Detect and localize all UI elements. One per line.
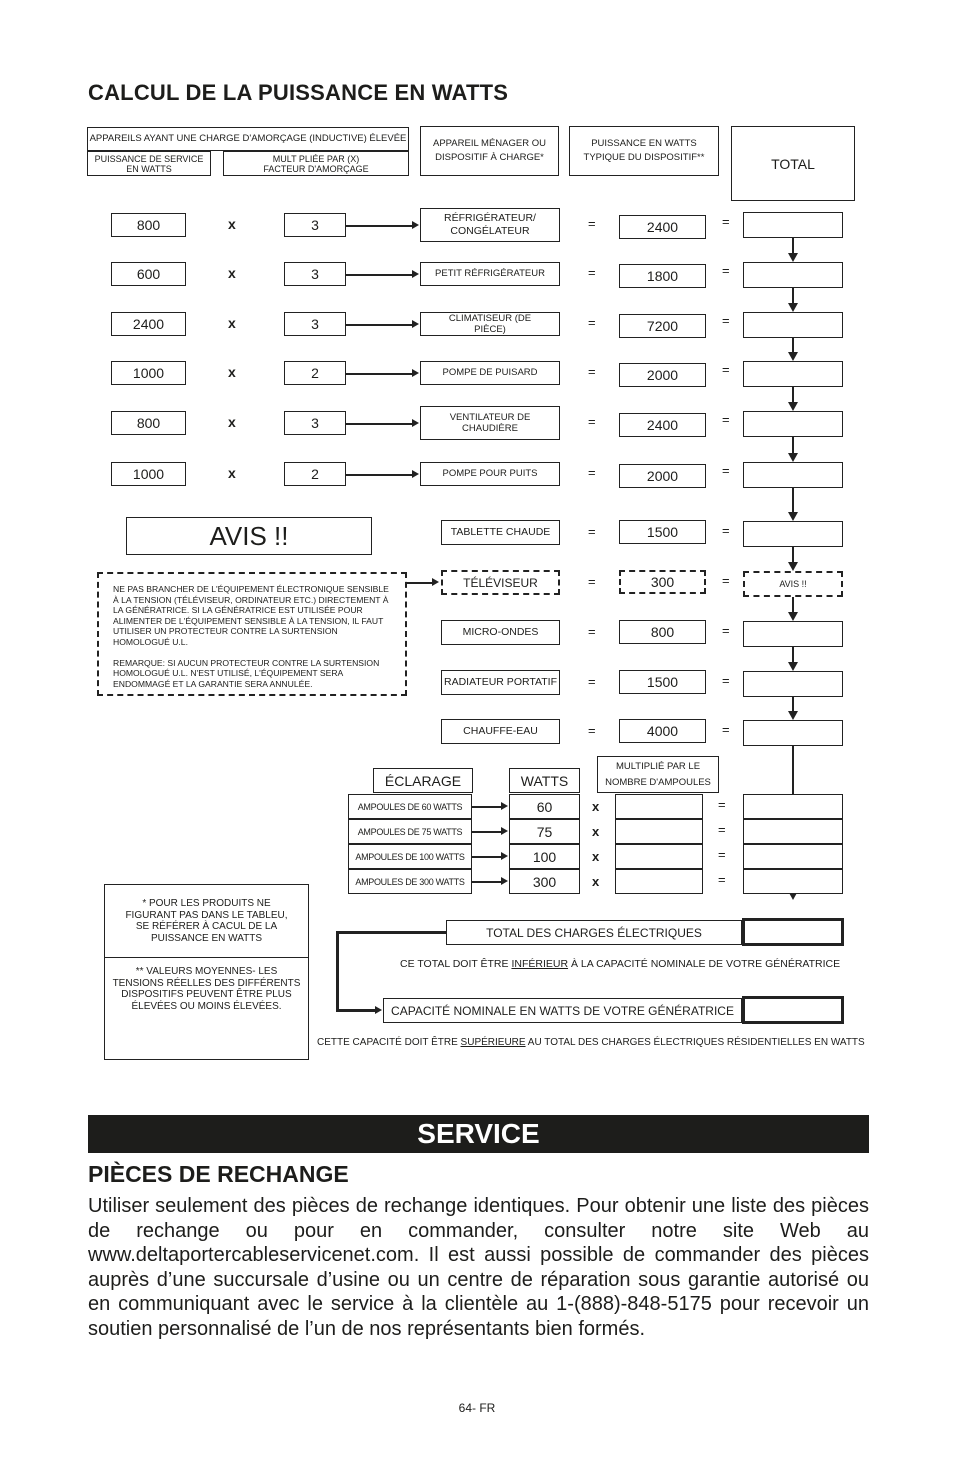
total-value-box[interactable] xyxy=(743,521,843,547)
lighting-total-box[interactable] xyxy=(743,819,843,844)
multiplier-text: MULT PLIÉE PAR (X) FACTEUR D'AMORÇAGE xyxy=(263,153,369,174)
bulb-watts-text: 100 xyxy=(532,848,557,865)
equals-sign: = xyxy=(722,313,730,328)
total-value-box[interactable] xyxy=(743,671,843,697)
startup-factor-text: 3 xyxy=(311,316,319,332)
bulb-count-input[interactable] xyxy=(615,844,703,869)
service-bar: SERVICE xyxy=(88,1115,869,1153)
inductive-header xyxy=(87,127,409,151)
typical-watts-value[interactable] xyxy=(619,520,706,544)
equals-sign: = xyxy=(588,315,596,330)
total-flow-line xyxy=(792,338,794,353)
total-value-box[interactable] xyxy=(743,720,843,746)
bulb-type-label xyxy=(348,869,472,894)
total-flow-line xyxy=(792,547,794,563)
row-connector xyxy=(346,423,413,425)
startup-factor-text: 2 xyxy=(311,365,319,381)
total-value-box[interactable] xyxy=(743,262,843,288)
loop-line-bottom xyxy=(336,1009,376,1012)
service-watts-value[interactable] xyxy=(111,411,186,435)
parts-body: Utiliser seulement des pièces de rechange identiques. Pour obtenir une liste des pièces de rechange ou pour en commander, consulter notre site Web au www.deltaportercableservicenet.com. Il est aussi possible de commander des pièces auprès d’une succursale d’usine ou un centre de réparation sous garantie autorisé ou en communiquant avec le service à la clientèle au 1-(888)-848-5175 pour recevoir un soutien personnalisé de l’un de nos représentants bien formés. xyxy=(88,1195,869,1340)
note1: * POUR LES PRODUITS NE FIGURANT PAS DANS LE TABLEU, SE RÉFÉRER À CACUL DE LA PUISSANCE EN WATTS xyxy=(125,898,288,944)
equals-sign: = xyxy=(588,574,596,589)
equals-sign: = xyxy=(722,722,730,737)
equals-sign: = xyxy=(722,263,730,278)
row-connector xyxy=(346,324,413,326)
rule1-a: CE TOTAL DOIT ÊTRE xyxy=(400,958,512,970)
lighting-watts-header xyxy=(509,768,580,793)
appliance-name xyxy=(441,670,560,695)
row-arrow xyxy=(412,320,419,328)
appliance-text: CHAUFFE-EAU xyxy=(463,725,538,738)
startup-factor-value[interactable] xyxy=(284,462,346,486)
startup-factor-value[interactable] xyxy=(284,213,346,237)
bulb-count-text: MULTIPLIÉ PAR LE NOMBRE D'AMPOULES xyxy=(605,760,711,788)
equals-sign: = xyxy=(588,674,596,689)
bulb-arrow xyxy=(501,852,508,860)
warning-box xyxy=(97,572,407,696)
bulb-type-text: AMPOULES DE 100 WATTS xyxy=(355,851,465,862)
bulb-type-text: AMPOULES DE 300 WATTS xyxy=(355,876,465,887)
note2-area xyxy=(105,957,308,1012)
appliance-text: TÉLÉVISEUR xyxy=(463,575,538,590)
appliance-text: CLIMATISEUR (DE PIÈCE) xyxy=(448,312,532,335)
typical-watts-text: 2400 xyxy=(646,417,679,433)
total-flow-arrow xyxy=(788,662,798,671)
total-flow-arrow xyxy=(788,711,798,720)
rule2-a: CETTE CAPACITÉ DOIT ÊTRE xyxy=(317,1037,461,1048)
equals-sign: = xyxy=(722,523,730,538)
total-flow-arrow xyxy=(788,352,798,361)
equals-sign: = xyxy=(722,623,730,638)
startup-factor-value[interactable] xyxy=(284,411,346,435)
total-flow-line xyxy=(792,387,794,403)
multiply-sign: x xyxy=(228,465,236,481)
service-watts-text: 1000 xyxy=(132,466,165,482)
appliance-text: MICRO-ONDES xyxy=(462,626,539,639)
service-watts-value[interactable] xyxy=(111,462,186,486)
service-watts-header xyxy=(87,151,211,176)
appliance-name xyxy=(441,520,560,545)
bulb-count-header xyxy=(597,756,719,793)
typical-watts-value[interactable] xyxy=(619,570,706,594)
appliance-name xyxy=(441,570,560,595)
typical-watts-text: PUISSANCE EN WATTS TYPIQUE DU DISPOSITIF** xyxy=(583,138,705,163)
row-connector xyxy=(346,373,413,375)
service-watts-text: 800 xyxy=(136,415,161,431)
multiplier-header xyxy=(223,151,409,176)
row-connector xyxy=(346,474,413,476)
typical-watts-text: 2400 xyxy=(646,219,679,235)
row-connector xyxy=(346,274,413,276)
bulb-count-input[interactable] xyxy=(615,794,703,819)
service-watts-text: 2400 xyxy=(132,316,165,332)
lighting-total-box[interactable] xyxy=(743,794,843,819)
service-watts-text: 600 xyxy=(136,266,161,282)
typical-watts-value[interactable] xyxy=(619,413,706,437)
appliance-name xyxy=(420,406,560,440)
typical-watts-text: 4000 xyxy=(646,723,679,739)
total-flow-line xyxy=(792,288,794,304)
typical-watts-value[interactable] xyxy=(619,670,706,694)
startup-factor-text: 3 xyxy=(311,415,319,431)
bulb-watts-value[interactable] xyxy=(509,869,580,894)
loop-line-top xyxy=(336,931,446,934)
total-charges-label xyxy=(446,920,742,945)
equals-sign: = xyxy=(718,847,726,862)
typical-watts-text: 2000 xyxy=(646,367,679,383)
total-value-box[interactable] xyxy=(743,621,843,647)
total-value-box[interactable] xyxy=(743,212,843,238)
lighting-total-box[interactable] xyxy=(743,869,843,894)
appliance-header xyxy=(420,126,559,176)
appliance-header-text: APPAREIL MÉNAGER OU DISPOSITIF À CHARGE* xyxy=(433,138,546,163)
bulb-type-label xyxy=(348,794,472,819)
loop-line-vertical xyxy=(336,931,339,1011)
page-number: 64- FR xyxy=(458,1401,496,1415)
bulb-connector xyxy=(472,856,502,858)
equals-sign: = xyxy=(718,797,726,812)
bulb-watts-value[interactable] xyxy=(509,794,580,819)
equals-sign: = xyxy=(588,624,596,639)
appliance-text: RÉFRIGÉRATEUR/ CONGÉLATEUR xyxy=(444,211,536,237)
equals-sign: = xyxy=(722,214,730,229)
rule1-u: INFÉRIEUR xyxy=(511,958,569,970)
equals-sign: = xyxy=(588,216,596,231)
multiply-sign: x xyxy=(228,364,236,380)
total-flow-arrow xyxy=(788,402,798,411)
typical-watts-value[interactable] xyxy=(619,620,706,644)
rule1-b: À LA CAPACITÉ NOMINALE DE VOTRE GÉNÉRATRICE xyxy=(568,958,841,970)
bulb-type-label xyxy=(348,819,472,844)
appliance-name xyxy=(420,312,560,336)
total-flow-arrow xyxy=(788,303,798,312)
row-connector xyxy=(346,225,413,227)
startup-factor-value[interactable] xyxy=(284,262,346,286)
lighting-watts-text: WATTS xyxy=(520,772,569,789)
bulb-type-label xyxy=(348,844,472,869)
equals-sign: = xyxy=(588,524,596,539)
appliance-name xyxy=(441,719,560,744)
capacity-label xyxy=(383,998,742,1023)
multiply-sign: x xyxy=(228,216,236,232)
service-watts-text: 800 xyxy=(136,217,161,233)
bulb-type-text: AMPOULES DE 75 WATTS xyxy=(357,826,463,837)
equals-sign: = xyxy=(588,723,596,738)
lighting-header xyxy=(373,768,473,793)
warning-title: AVIS !! xyxy=(209,520,289,551)
row-arrow xyxy=(412,470,419,478)
service-watts-value[interactable] xyxy=(111,312,186,336)
appliance-name xyxy=(420,262,560,286)
total-flow-line xyxy=(792,647,794,663)
rule-superior xyxy=(317,1037,865,1048)
bulb-connector xyxy=(472,806,502,808)
startup-factor-value[interactable] xyxy=(284,361,346,385)
appliance-text: RADIATEUR PORTATIF xyxy=(444,676,557,689)
appliance-text: PETIT RÉFRIGÉRATEUR xyxy=(435,268,545,280)
total-value-box[interactable] xyxy=(743,361,843,387)
equals-sign: = xyxy=(722,673,730,688)
appliance-text: VENTILATEUR DE CHAUDIÈRE xyxy=(449,411,531,434)
bulb-arrow xyxy=(501,827,508,835)
total-charges-text: TOTAL DES CHARGES ÉLECTRIQUES xyxy=(486,925,702,940)
bulb-arrow xyxy=(501,802,508,810)
equals-sign: = xyxy=(722,463,730,478)
bulb-watts-text: 300 xyxy=(532,873,557,890)
multiply-sign: x xyxy=(228,414,236,430)
total-header xyxy=(731,126,855,201)
typical-watts-value[interactable] xyxy=(619,314,706,338)
total-flow-line xyxy=(792,437,794,454)
multiply-sign: x xyxy=(228,265,236,281)
total-flow-line xyxy=(792,238,794,254)
note1-area xyxy=(105,885,308,957)
warning-title-box xyxy=(126,517,372,555)
typical-watts-value[interactable] xyxy=(619,719,706,743)
typical-watts-header xyxy=(569,126,719,176)
equals-sign: = xyxy=(718,822,726,837)
equals-sign: = xyxy=(588,414,596,429)
service-watts-value[interactable] xyxy=(111,361,186,385)
bulb-watts-value[interactable] xyxy=(509,844,580,869)
bulb-arrow xyxy=(501,877,508,885)
appliance-name xyxy=(420,361,560,385)
rule2-u: SUPÉRIEURE xyxy=(460,1037,526,1048)
startup-factor-text: 3 xyxy=(311,217,319,233)
typical-watts-text: 7200 xyxy=(646,318,679,334)
total-flow-arrow xyxy=(788,512,798,521)
lighting-total-box[interactable] xyxy=(743,844,843,869)
total-charges-value[interactable] xyxy=(742,918,844,946)
typical-watts-value[interactable] xyxy=(619,215,706,239)
appliance-text: POMPE DE PUISARD xyxy=(442,367,538,379)
capacity-value[interactable] xyxy=(742,996,844,1024)
warning-connector xyxy=(407,582,433,584)
page-title: CALCUL DE LA PUISSANCE EN WATTS xyxy=(88,80,509,105)
appliance-text: POMPE POUR PUITS xyxy=(442,468,538,480)
equals-sign: = xyxy=(588,364,596,379)
multiply-sign: x xyxy=(228,315,236,331)
multiply-sign: x xyxy=(592,799,600,814)
inductive-header-text: APPAREILS AYANT UNE CHARGE D'AMORÇAGE (INDUCTIVE) ÉLEVÉE xyxy=(89,133,407,145)
multiply-sign: x xyxy=(592,874,600,889)
service-watts-value[interactable] xyxy=(111,262,186,286)
equals-sign: = xyxy=(718,872,726,887)
warning-para1: NE PAS BRANCHER DE L'ÉQUIPEMENT ÉLECTRONIQUE SENSIBLE À LA TENSION (TÉLÉVISEUR, ORDINATEUR ETC.) DIRECTEMENT À LA GÉNÉRATRICE. SI LA GÉNÉRATRICE EST UTILISÉE POUR ALIMENTER DE L'ÉQUIPEMENT SENSIBLE À LA TENSION, IL FAUT UTILISER UN PROTECTEUR CONTRE LA SURTENSION HOMOLOGUÉ U.L. xyxy=(113,584,389,647)
equals-sign: = xyxy=(722,573,730,588)
note2: ** VALEURS MOYENNES- LES TENSIONS RÉELLES DES DIFFÉRENTS DISPOSITIFS PEUVENT ÊTRE PLUS ÉLEVÉES OU MOINS ÉLEVÉES. xyxy=(112,966,301,1012)
bulb-count-input[interactable] xyxy=(615,869,703,894)
bulb-watts-text: 60 xyxy=(536,798,553,815)
equals-sign: = xyxy=(722,412,730,427)
appliance-name xyxy=(420,208,560,242)
typical-watts-value[interactable] xyxy=(619,264,706,288)
startup-factor-value[interactable] xyxy=(284,312,346,336)
rule2-b: AU TOTAL DES CHARGES ÉLECTRIQUES RÉSIDENTIELLES EN WATTS xyxy=(525,1037,865,1048)
lighting-header-text: ÉCLARAGE xyxy=(384,772,462,789)
total-flow-arrow xyxy=(788,453,798,462)
total-flow-line xyxy=(792,488,794,513)
row-arrow xyxy=(412,270,419,278)
startup-factor-text: 3 xyxy=(311,266,319,282)
total-flow-arrow xyxy=(788,253,798,262)
warning-para2: REMARQUE: SI AUCUN PROTECTEUR CONTRE LA SURTENSION HOMOLOGUÉ U.L. N'EST UTILISÉ, L'ÉQUIPEMENT SERA ENDOMMAGÉ ET LA GARANTIE SERA ANNULÉE. xyxy=(113,657,380,689)
total-note: AVIS !! xyxy=(779,579,807,589)
typical-watts-text: 800 xyxy=(650,624,675,640)
row-arrow xyxy=(412,369,419,377)
multiply-sign: x xyxy=(592,849,600,864)
equals-sign: = xyxy=(588,465,596,480)
service-watts-value[interactable] xyxy=(111,213,186,237)
typical-watts-text: 1800 xyxy=(646,268,679,284)
total-header-text: TOTAL xyxy=(771,155,815,172)
total-value-box[interactable] xyxy=(743,462,843,488)
total-flow-line xyxy=(792,597,794,613)
capacity-text: CAPACITÉ NOMINALE EN WATTS DE VOTRE GÉNÉRATRICE xyxy=(391,1003,734,1018)
appliance-name xyxy=(420,462,560,486)
service-watts-text: 1000 xyxy=(132,365,165,381)
total-value-box[interactable] xyxy=(743,571,843,597)
typical-watts-text: 1500 xyxy=(646,524,679,540)
bulb-watts-value[interactable] xyxy=(509,819,580,844)
bulb-watts-text: 75 xyxy=(536,823,553,840)
bulb-count-input[interactable] xyxy=(615,819,703,844)
loop-arrow xyxy=(375,1006,382,1014)
row-arrow xyxy=(412,419,419,427)
parts-title: PIÈCES DE RECHANGE xyxy=(88,1161,349,1187)
total-value-box[interactable] xyxy=(743,411,843,437)
equals-sign: = xyxy=(588,265,596,280)
typical-watts-text: 2000 xyxy=(646,468,679,484)
typical-watts-text: 1500 xyxy=(646,674,679,690)
typical-watts-value[interactable] xyxy=(619,464,706,488)
total-flow-arrow xyxy=(788,612,798,621)
bulb-connector xyxy=(472,881,502,883)
equals-sign: = xyxy=(722,362,730,377)
multiply-sign: x xyxy=(592,824,600,839)
warning-arrow xyxy=(432,578,439,586)
rule-inferior xyxy=(400,958,840,970)
notes-box xyxy=(104,884,309,1060)
row-arrow xyxy=(412,221,419,229)
total-flow-arrow xyxy=(788,562,798,571)
appliance-text: TABLETTE CHAUDE xyxy=(450,526,551,539)
startup-factor-text: 2 xyxy=(311,466,319,482)
total-value-box[interactable] xyxy=(743,312,843,338)
appliance-name xyxy=(441,620,560,645)
typical-watts-value[interactable] xyxy=(619,363,706,387)
bulb-connector xyxy=(472,831,502,833)
service-watts-text: PUISSANCE DE SERVICE EN WATTS xyxy=(94,153,204,174)
typical-watts-text: 300 xyxy=(650,574,675,590)
bulb-type-text: AMPOULES DE 60 WATTS xyxy=(357,801,463,812)
total-flow-line xyxy=(792,697,794,712)
